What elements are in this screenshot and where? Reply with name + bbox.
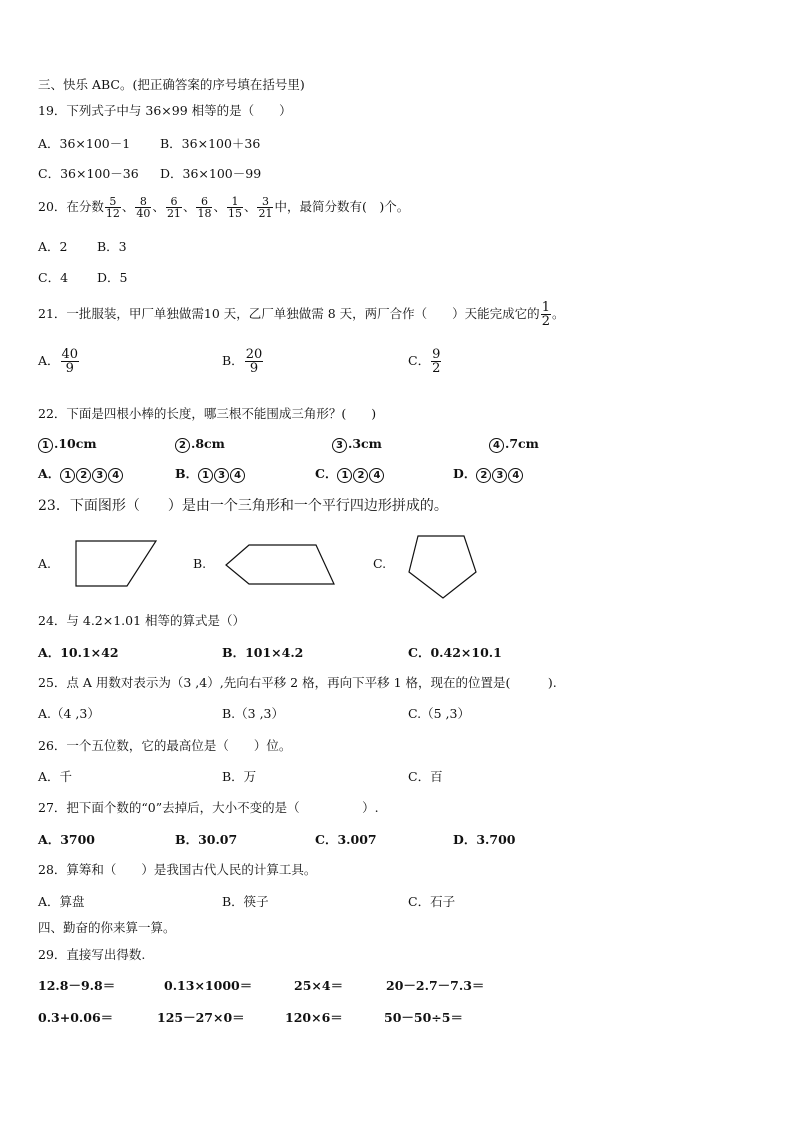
q20-option-a[interactable]: A．2: [38, 239, 68, 254]
q21-option-b[interactable]: B． $\frac{20}{9}$: [222, 347, 263, 376]
q22-stem: 22．下面是四根小棒的长度，哪三根不能围成三角形？( ): [38, 406, 377, 421]
q20-stem: 20．在分数 $\frac{5}{12}$ 、 $\frac{8}{40}$ 、 $\frac{6}{21}$ 、 $\frac{6}{18}$ 、 $\frac{1}{15}$ 、 $\frac{3}{21}$ 中，最简分数有( )个。: [38, 195, 410, 220]
q24-stem: 24．与 4.2×1.01 相等的算式是（）: [38, 613, 246, 628]
q20-fraction-6: $\frac{3}{21}$: [258, 195, 273, 220]
q20-option-d[interactable]: D．5: [97, 270, 128, 285]
q25-option-a[interactable]: A.（4 ,3）: [38, 706, 100, 721]
q22-stick-3: 3 .3cm: [332, 438, 382, 453]
q19-option-a[interactable]: A．36×100－1: [38, 136, 131, 151]
q25-option-b[interactable]: B.（3 ,3）: [222, 706, 285, 721]
q27-option-b[interactable]: B．30.07: [175, 832, 238, 847]
q20-fraction-2: $\frac{8}{40}$: [136, 195, 151, 220]
q29-expr-6: 125－27×0＝: [157, 1010, 245, 1025]
q19-option-b[interactable]: B．36×100＋36: [160, 136, 261, 151]
q29-expr-8: 50－50÷5＝: [384, 1010, 463, 1025]
q22-stick-4: 4 .7cm: [489, 438, 539, 453]
q20-suffix: 中，最简分数有( )个。: [274, 199, 410, 214]
q29-stem: 29．直接写出得数.: [38, 947, 146, 962]
q29-expr-7: 120×6＝: [285, 1010, 343, 1025]
q26-option-c[interactable]: C．百: [408, 769, 443, 784]
q28-option-c[interactable]: C．石子: [408, 894, 456, 909]
q23-option-a[interactable]: A.: [38, 556, 52, 571]
q24-option-a[interactable]: A．10.1×42: [38, 645, 119, 660]
q29-expr-5: 0.3+0.06＝: [38, 1010, 114, 1025]
q26-stem: 26．一个五位数，它的最高位是（ ）位。: [38, 738, 292, 753]
q23-option-b[interactable]: B.: [193, 556, 207, 571]
q21-option-c[interactable]: C． $\frac{9}{2}$: [408, 347, 441, 376]
q22-option-d[interactable]: D． 2 3 4: [453, 468, 524, 483]
q22-stick-2: 2 .8cm: [175, 438, 225, 453]
q27-option-c[interactable]: C．3.007: [315, 832, 377, 847]
q20-option-b[interactable]: B．3: [97, 239, 127, 254]
q29-expr-2: 0.13×1000＝: [164, 978, 253, 993]
q20-fraction-3: $\frac{6}{21}$: [166, 195, 181, 220]
q28-option-a[interactable]: A．算盘: [38, 894, 85, 909]
q29-expr-4: 20－2.7－7.3＝: [386, 978, 485, 993]
q28-option-b[interactable]: B．筷子: [222, 894, 269, 909]
q22-option-c[interactable]: C． 1 2 4: [315, 468, 385, 483]
q27-option-d[interactable]: D．3.700: [453, 832, 516, 847]
q20-prefix: 20．在分数: [38, 199, 104, 214]
q20-fraction-5: $\frac{1}{15}$: [227, 195, 242, 220]
q25-stem: 25．点 A 用数对表示为（3 ,4）,先向右平移 2 格，再向下平移 1 格，现在的位置是( ).: [38, 675, 557, 690]
q24-option-c[interactable]: C．0.42×10.1: [408, 645, 502, 660]
q19-option-c[interactable]: C．36×100－36: [38, 166, 139, 181]
q24-option-b[interactable]: B．101×4.2: [222, 645, 304, 660]
q27-option-a[interactable]: A．3700: [38, 832, 95, 847]
q22-option-b[interactable]: B． 1 3 4: [175, 468, 246, 483]
q22-stick-1: 1 .10cm: [38, 438, 97, 453]
q23-option-c[interactable]: C.: [373, 556, 387, 571]
q28-stem: 28．算筹和（ ）是我国古代人民的计算工具。: [38, 862, 317, 877]
q21-option-a[interactable]: A． $\frac{40}{9}$: [38, 347, 79, 376]
q20-fraction-1: $\frac{5}{12}$: [105, 195, 120, 220]
q26-option-a[interactable]: A．千: [38, 769, 73, 784]
q22-option-a[interactable]: A． 1 2 3 4: [38, 468, 124, 483]
q20-fraction-4: $\frac{6}{18}$: [197, 195, 212, 220]
q26-option-b[interactable]: B．万: [222, 769, 257, 784]
q29-expr-3: 25×4＝: [294, 978, 344, 993]
q23-stem: 23．下面图形（ ）是由一个三角形和一个平行四边形拼成的。: [38, 498, 448, 514]
q19-option-d[interactable]: D．36×100－99: [160, 166, 262, 181]
q25-option-c[interactable]: C.（5 ,3）: [408, 706, 470, 721]
q21-half-fraction: $\frac{1}{2}$: [541, 300, 550, 329]
q27-stem: 27．把下面个数的“0”去掉后，大小不变的是（ ）.: [38, 800, 379, 815]
q21-stem: 21．一批服装，甲厂单独做需10 天，乙厂单独做需 8 天，两厂合作（ ）天能完成它的 $\frac{1}{2}$ 。: [38, 300, 565, 329]
q20-option-c[interactable]: C．4: [38, 270, 69, 285]
section-4-title: 四、勤奋的你来算一算。: [38, 920, 176, 935]
q19-stem: 19．下列式子中与 36×99 相等的是（ ）: [38, 103, 292, 118]
q29-expr-1: 12.8－9.8＝: [38, 978, 116, 993]
section-3-title: 三、快乐 ABC。(把正确答案的序号填在括号里): [38, 77, 305, 92]
